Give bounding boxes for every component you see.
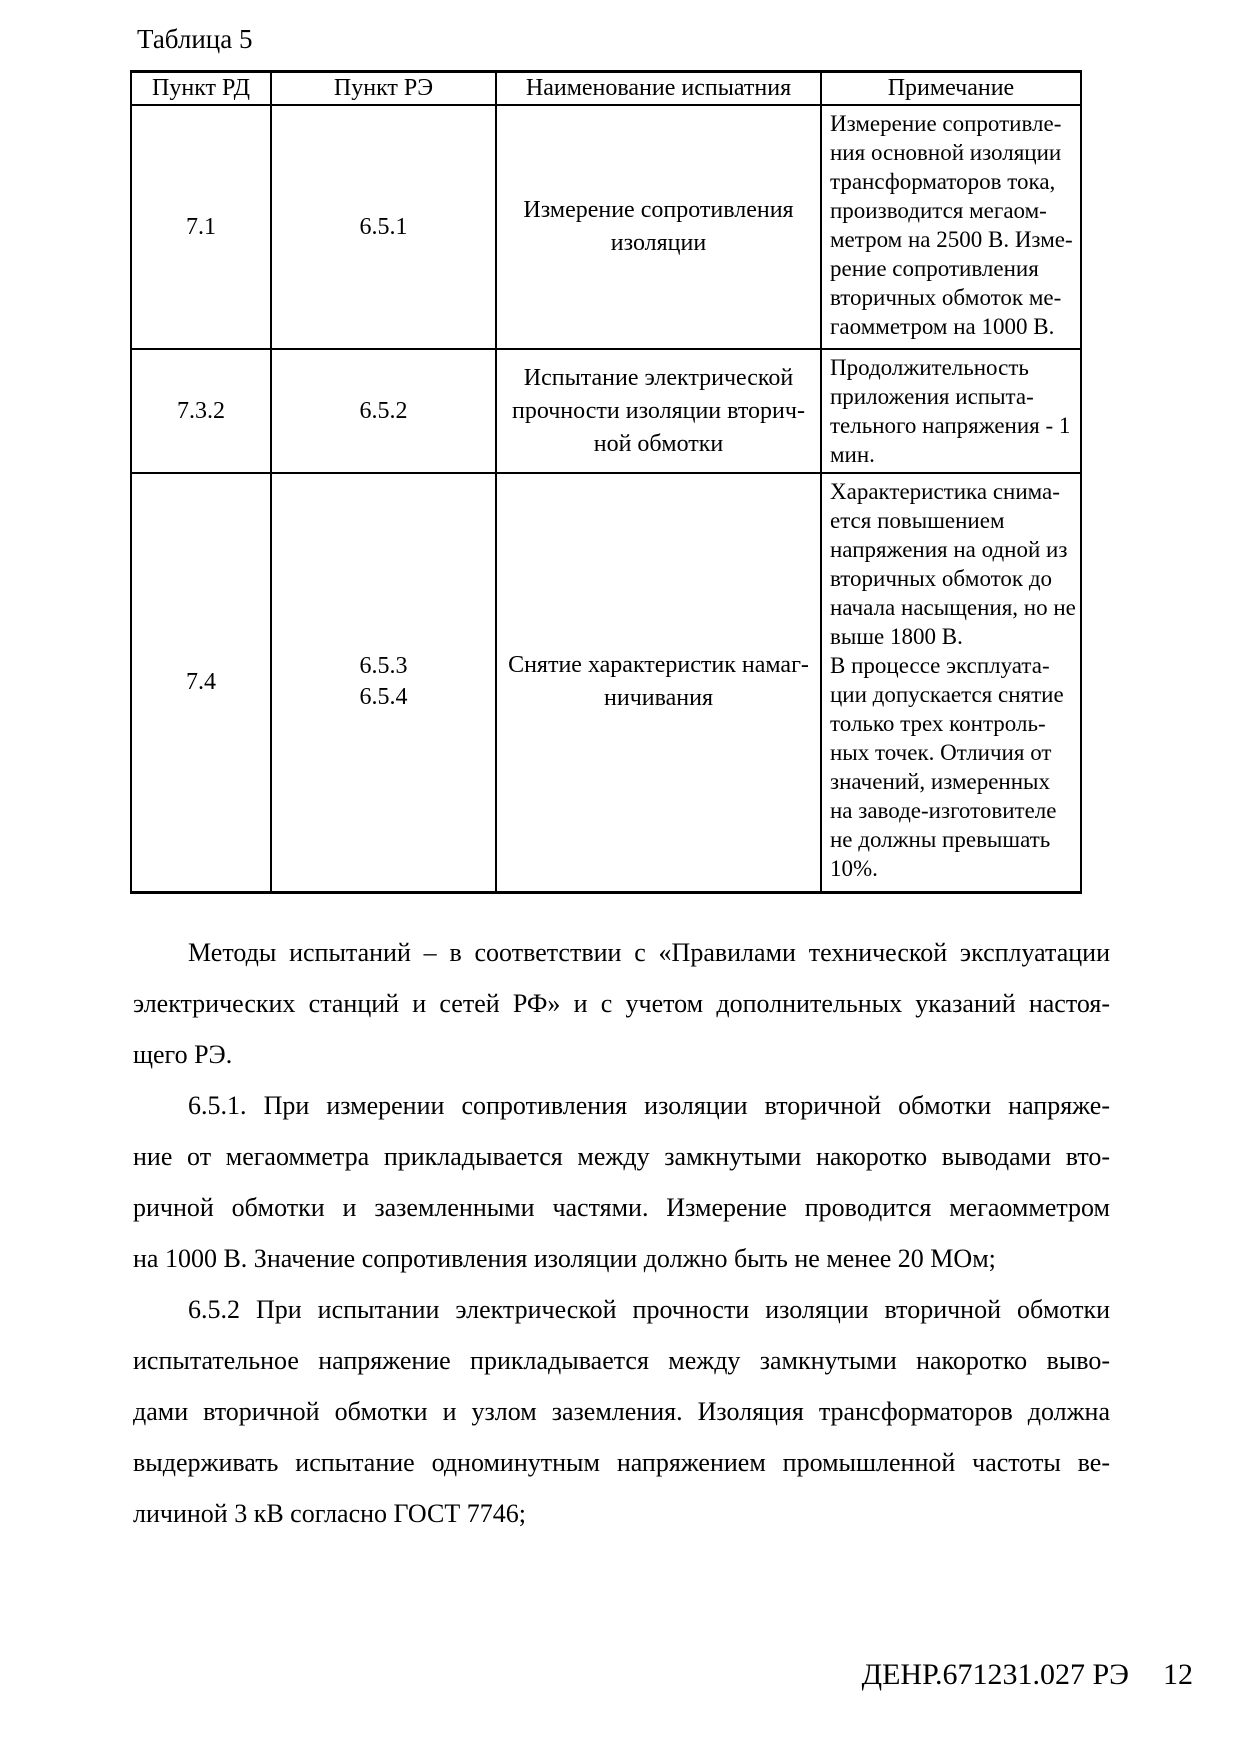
col-header-note: Примечание [821, 72, 1081, 106]
paragraph-line: дами вторичной обмотки и узлом заземления. Изоляция трансформаторов должна [133, 1397, 1110, 1426]
note-line: ется повышением [830, 508, 1005, 533]
cell-test-name [496, 105, 821, 349]
table-row [131, 473, 1081, 892]
note-line: напряжения на одной из [830, 537, 1068, 562]
cell-rd: 7.1 [131, 105, 271, 349]
note-line: только трех контроль- [830, 711, 1046, 736]
doc-code: ДЕНР.671231.027 РЭ [861, 1658, 1129, 1691]
page-number: 12 [1163, 1658, 1193, 1691]
col-header-punkt-re: Пункт РЭ [271, 72, 496, 106]
paragraph-line: 6.5.1. При измерении сопротивления изоляции вторичной обмотки напряже- [188, 1091, 1110, 1120]
note-line: тельного напряжения - 1 [830, 413, 1071, 438]
cell-line: 6.5.1 [359, 213, 408, 240]
note-line: не должны превышать [830, 827, 1051, 852]
cell-rd: 7.4 [131, 473, 271, 892]
paragraph-line: ние от мегаомметра прикладывается между замкнутыми накоротко выводами вто- [133, 1142, 1110, 1171]
paragraph-line: ричной обмотки и заземленными частями. Измерение проводится мегаомметром [133, 1193, 1110, 1222]
note-line: вторичных обмоток до [830, 566, 1053, 591]
paragraph-line: 6.5.2 При испытании электрической прочности изоляции вторичной обмотки [188, 1295, 1110, 1324]
cell-line: Испытание электрической [523, 364, 794, 391]
body-text [133, 927, 1110, 1539]
note-line: приложения испыта- [830, 384, 1034, 409]
cell-test-name [496, 349, 821, 473]
note-line: значений, измеренных [830, 769, 1050, 794]
cell-line: изоляции [610, 230, 707, 256]
note-line: ции допускается снятие [830, 682, 1064, 707]
note-line: вторичных обмоток ме- [830, 285, 1062, 310]
note-line: ных точек. Отличия от [830, 740, 1052, 765]
cell-line: 6.5.2 [359, 397, 408, 424]
note-line: Измерение сопротивле- [830, 111, 1062, 136]
table-row [131, 349, 1081, 473]
col-header-name: Наименование испыатния [496, 72, 821, 106]
cell-line: Измерение сопротивления [523, 197, 794, 223]
note-line: ния основной изоляции [830, 140, 1062, 165]
note-line: на заводе-изготовителе [830, 798, 1057, 823]
cell-line: ной обмотки [593, 430, 724, 457]
cell-note [821, 105, 1081, 349]
note-line: производится мегаом- [830, 198, 1047, 223]
table-row [131, 105, 1081, 349]
paragraph-line: щего РЭ. [133, 1040, 233, 1069]
table-caption: Таблица 5 [137, 24, 253, 54]
note-line: Продолжительность [830, 355, 1029, 380]
col-header-punkt-rd: Пункт РД [131, 72, 271, 106]
paragraph-line: выдерживать испытание одноминутным напряжением промышленной частоты ве- [133, 1448, 1110, 1477]
paragraph-line: Методы испытаний – в соответствии с «Правилами технической эксплуатации [188, 938, 1110, 967]
paragraph-line: испытательное напряжение прикладывается между замкнутыми накоротко выво- [133, 1346, 1110, 1375]
cell-line: 6.5.4 [359, 684, 408, 711]
note-line: В процессе эксплуата- [830, 653, 1050, 678]
cell-line: Снятие характеристик намаг- [508, 652, 809, 679]
cell-re [271, 473, 496, 892]
note-line: Характеристика снима- [830, 479, 1060, 504]
note-line: начала насыщения, но не [830, 595, 1076, 620]
note-line: метром на 2500 В. Изме- [830, 227, 1073, 252]
paragraph-line: электрических станций и сетей РФ» и с учетом дополнительных указаний настоя- [133, 989, 1110, 1018]
note-line: гаомметром на 1000 В. [830, 314, 1055, 339]
cell-note [821, 349, 1081, 473]
table-header-row [131, 72, 1081, 106]
cell-line: прочности изоляции вторич- [512, 397, 805, 424]
cell-note [821, 473, 1081, 892]
note-line: 10%. [830, 856, 878, 881]
cell-re [271, 105, 496, 349]
cell-line: 6.5.3 [359, 653, 408, 680]
paragraph-line: на 1000 В. Значение сопротивления изоляции должно быть не менее 20 МОм; [133, 1244, 996, 1273]
page-footer [862, 1658, 1193, 1692]
note-line: рение сопротивления [830, 256, 1039, 281]
cell-line: ничивания [604, 685, 713, 712]
tests-table [130, 70, 1082, 894]
cell-re [271, 349, 496, 473]
cell-rd: 7.3.2 [131, 349, 271, 473]
note-line: мин. [830, 442, 875, 467]
cell-test-name [496, 473, 821, 892]
paragraph-line: личиной 3 кВ согласно ГОСТ 7746; [133, 1499, 526, 1528]
note-line: трансформаторов тока, [830, 169, 1056, 194]
note-line: выше 1800 В. [830, 624, 963, 649]
